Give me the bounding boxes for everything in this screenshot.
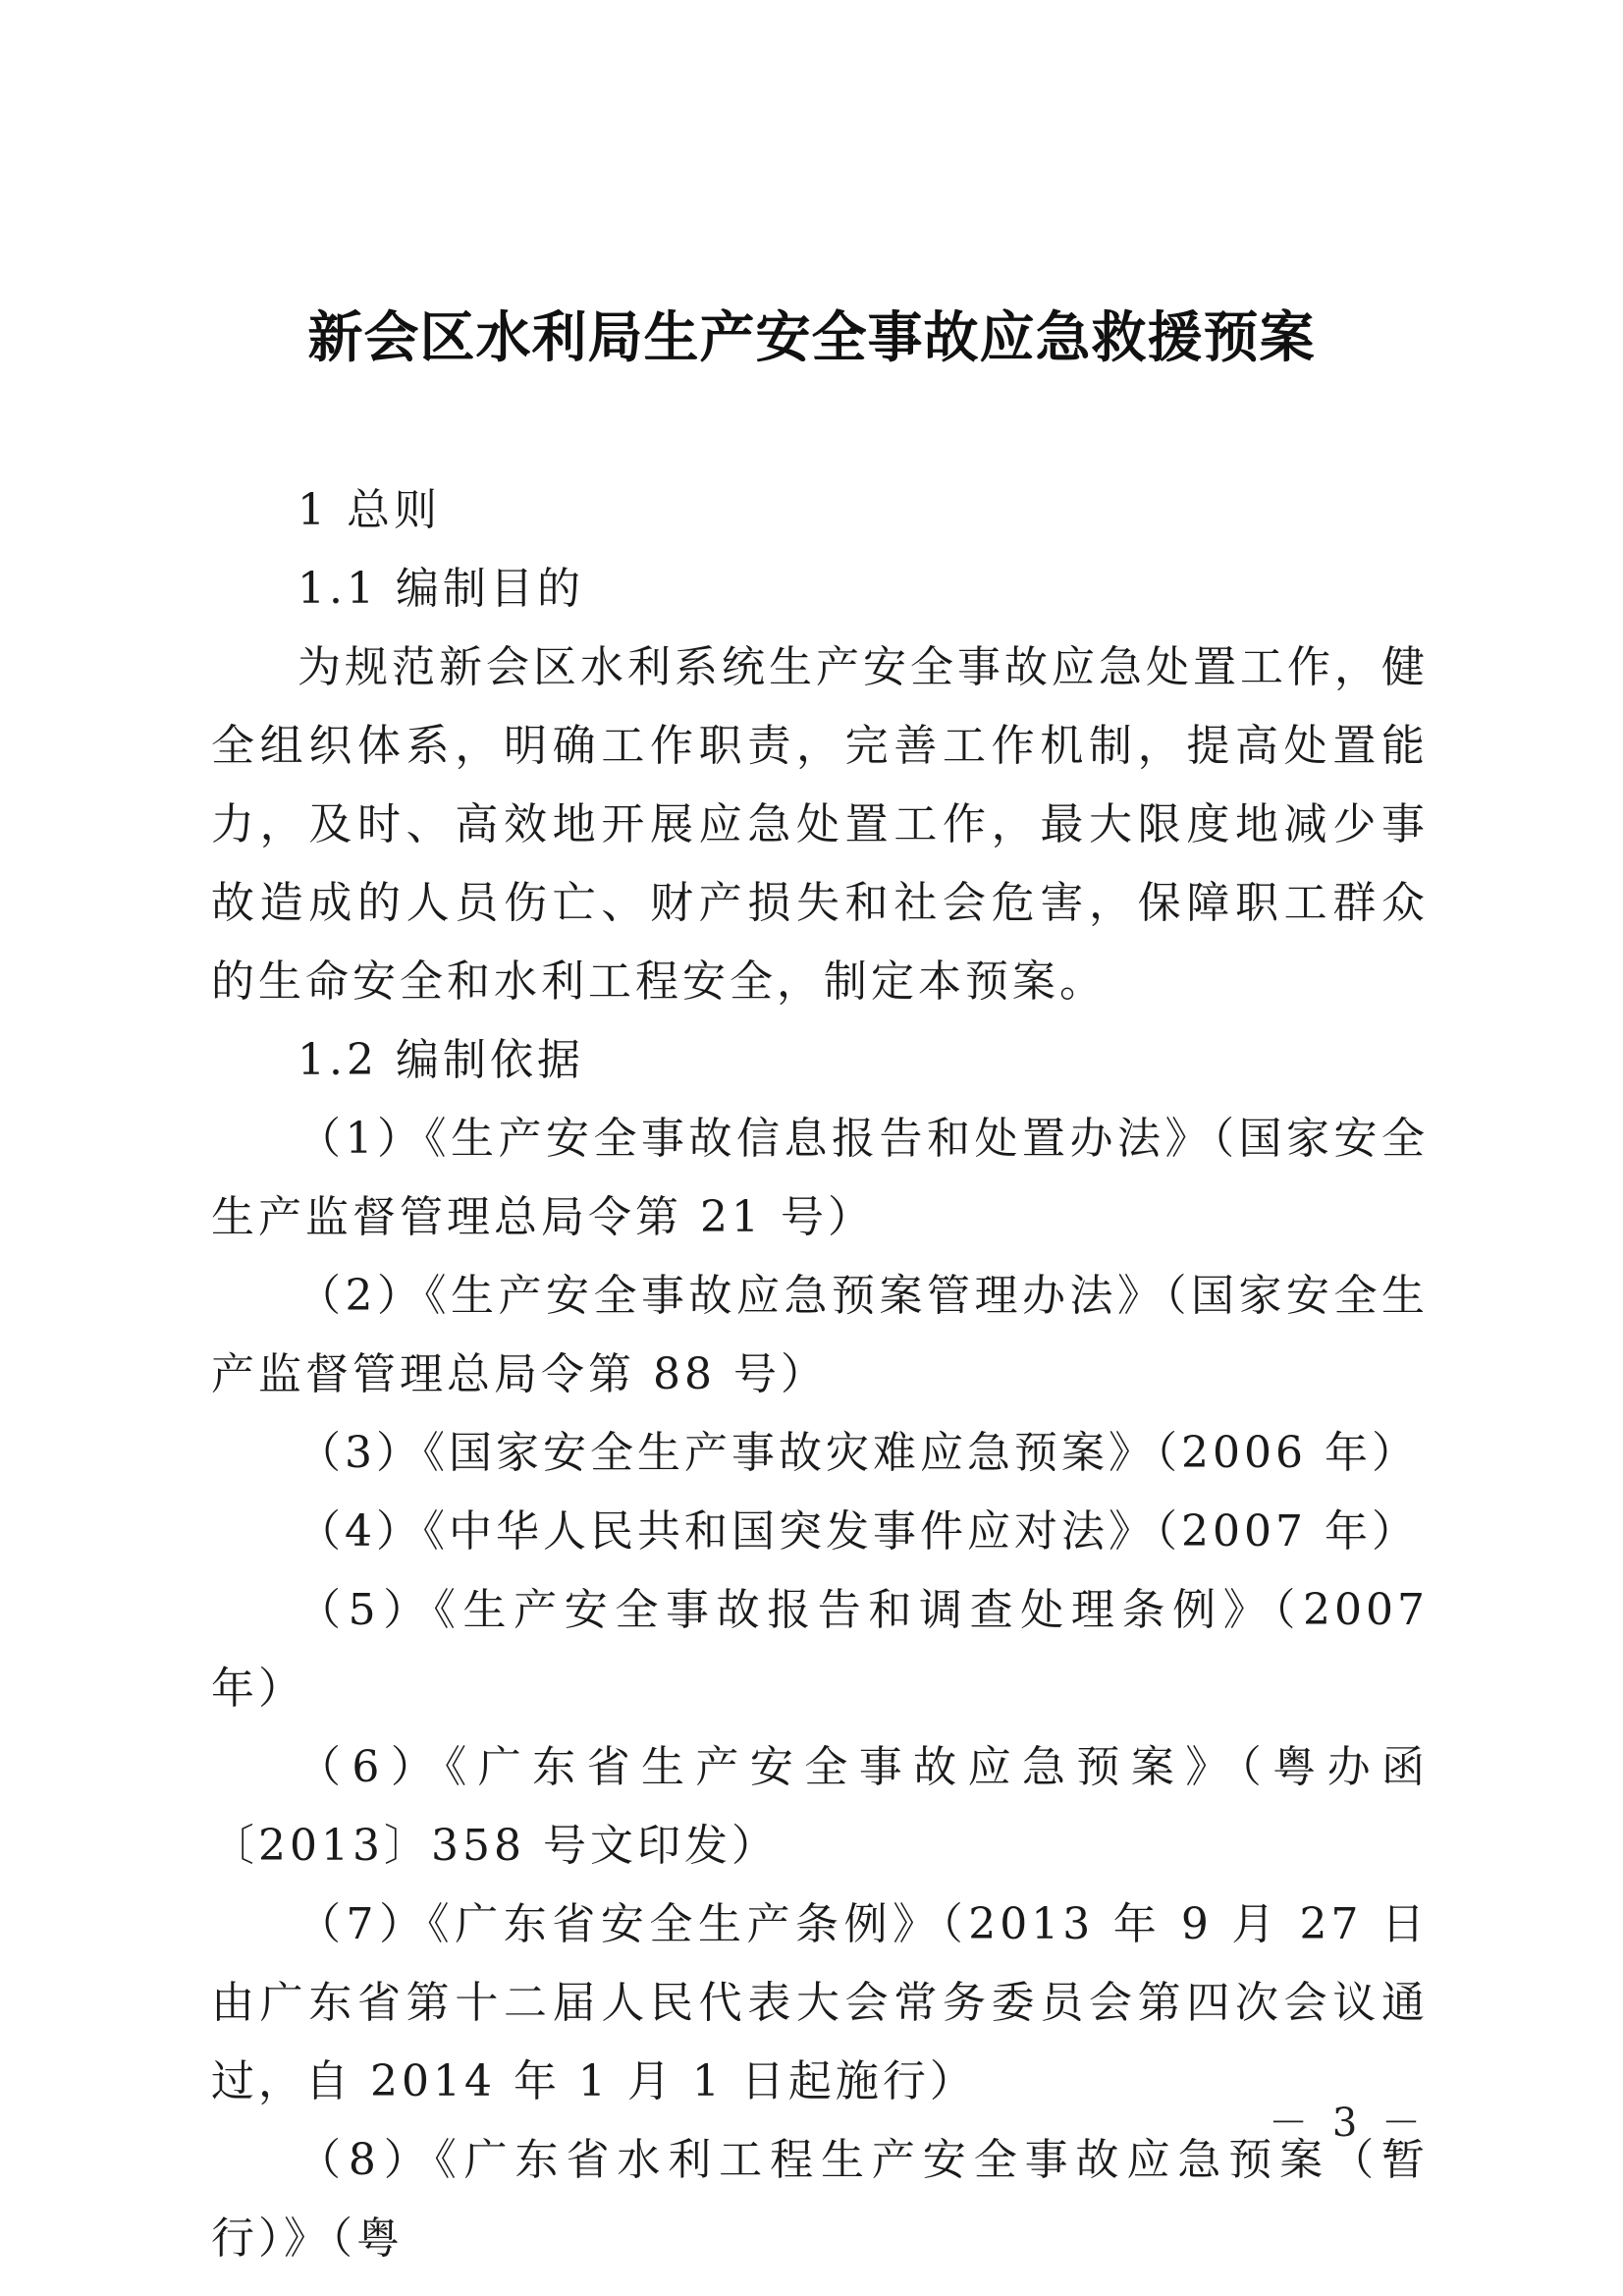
purpose-paragraph: 为规范新会区水利系统生产安全事故应急处置工作，健全组织体系，明确工作职责，完善工作机制，提高处置能力，及时、高效地开展应急处置工作，最大限度地减少事故造成的人员伤亡、财产损失和社会危害，保障职工群众的生命安全和水利工程安全，制定本预案。: [211, 642, 1429, 1007]
basis-item-3: （3）《国家安全生产事故灾难应急预案》（2006 年）: [298, 1428, 1419, 1478]
section-heading-general: 1 总则: [298, 485, 441, 535]
basis-item-8: （8）《广东省水利工程生产安全事故应急预案（暂行）》（粤: [211, 2135, 1429, 2264]
basis-item-5: （5）《生产安全事故报告和调查处理条例》（2007 年）: [211, 1585, 1429, 1714]
basis-item-4: （4）《中华人民共和国突发事件应对法》（2007 年）: [298, 1506, 1419, 1557]
basis-item-7: （7）《广东省安全生产条例》（2013 年 9 月 27 日由广东省第十二届人民代表大会常务委员会第四次会议通过，自 2014 年 1 月 1 日起施行）: [211, 1899, 1429, 2106]
section-heading-basis: 1.2 编制依据: [298, 1035, 584, 1085]
document-title: 新会区水利局生产安全事故应急救援预案: [307, 305, 1316, 370]
page-number: － 3 －: [1269, 2101, 1427, 2146]
basis-item-6: （6）《广东省生产安全事故应急预案》（粤办函〔2013〕358 号文印发）: [211, 1742, 1429, 1871]
section-heading-purpose: 1.1 编制目的: [298, 564, 584, 614]
basis-item-2: （2）《生产安全事故应急预案管理办法》（国家安全生产监督管理总局令第 88 号）: [211, 1271, 1429, 1399]
basis-item-1: （1）《生产安全事故信息报告和处置办法》（国家安全生产监督管理总局令第 21 号）: [211, 1114, 1429, 1242]
document-body: [211, 471, 1429, 2278]
